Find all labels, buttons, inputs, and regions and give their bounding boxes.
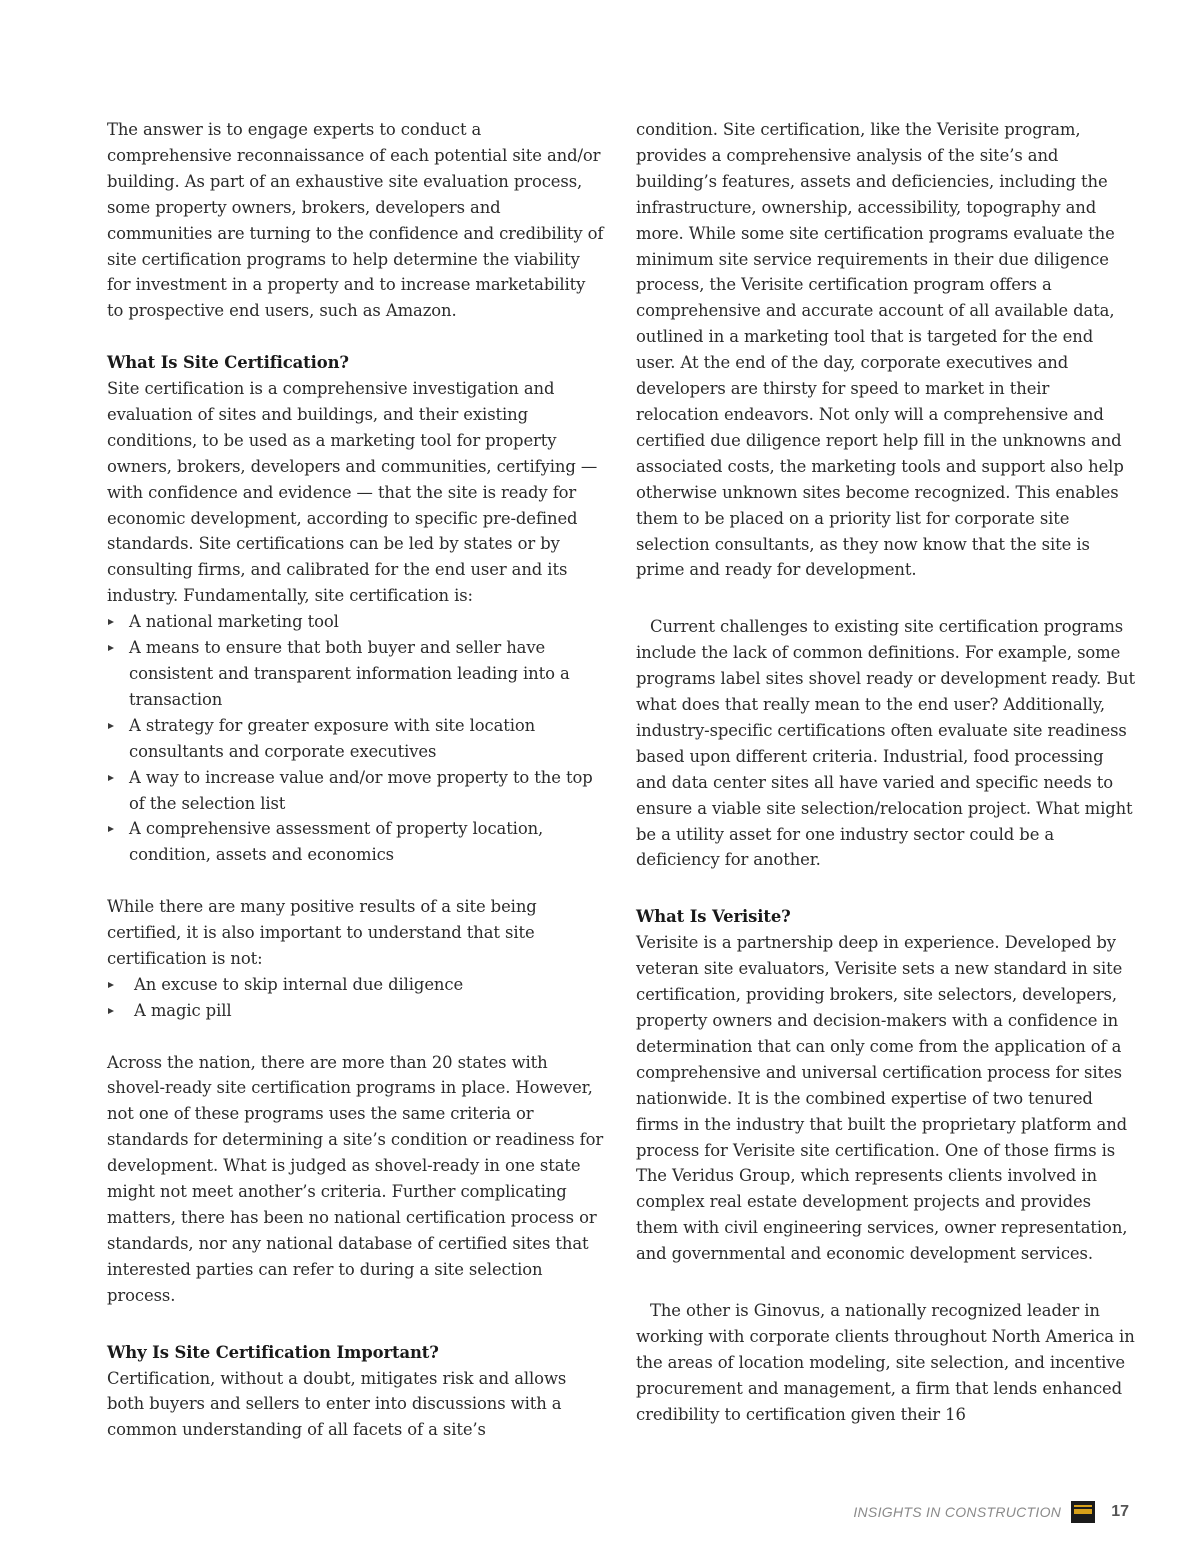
challenges-paragraph: Current challenges to existing site certification programs include the lack of common definitions. For example, some programs label sites shovel ready or development ready. But what does that really mean to the end user? Additionally, industry-specific certifications often evaluate site readiness based upon different criteria. Industrial, food processing and data center sites all have varied and specific needs to ensure a viable site selection/relocation project. What might be a utility asset for one industry sector could be a deficiency for another. — [636, 617, 1136, 870]
heading-what-is-site-certification: What Is Site Certification? — [107, 353, 349, 373]
right-column — [636, 117, 1136, 1428]
certification-is-not-list — [107, 972, 605, 1024]
definition-paragraph: Site certification is a comprehensive investigation and evaluation of sites and buildings, and their existing conditions, to be used as a marketing tool for property owners, brokers, developers and communities, certifying — with confidence and evidence — that the site is ready for economic development, according to specific pre-defined standards. Site certifications can be led by states or by consulting firms, and calibrated for the end user and its industry. Fundamentally, site certification is: — [107, 379, 598, 606]
list-item: An excuse to skip internal due diligence — [107, 972, 605, 998]
publication-title: INSIGHTS IN CONSTRUCTION — [853, 1504, 1062, 1520]
page-number: 17 — [1111, 1503, 1129, 1520]
list-item: A strategy for greater exposure with site location consultants and corporate executives — [107, 713, 605, 765]
list-item: A magic pill — [107, 998, 605, 1024]
ginovus-paragraph: The other is Ginovus, a nationally recognized leader in working with corporate clients throughout North America in the areas of location modeling, site selection, and incentive procurement and management, a firm that lends enhanced credibility to certification given their 16 — [636, 1301, 1135, 1424]
publication-logo-icon — [1071, 1501, 1095, 1523]
page-footer — [853, 1500, 1129, 1524]
list-item: A national marketing tool — [107, 609, 605, 635]
intro-paragraph: The answer is to engage experts to conduct a comprehensive reconnaissance of each potential site and/or building. As part of an exhaustive site evaluation process, some property owners, brokers, developers and communities are turning to the confidence and credibility of site certification programs to help determine the viability for investment in a property and to increase marketability to prospective end users, such as Amazon. — [107, 120, 604, 321]
left-column — [107, 117, 605, 1443]
nation-paragraph: Across the nation, there are more than 20 states with shovel-ready site certification programs in place. However, not one of these programs uses the same criteria or standards for determining a site’s condition or readiness for development. What is judged as shovel-ready in one state might not meet another’s criteria. Further complicating matters, there has been no national certification process or standards, nor any national database of certified sites that interested parties can refer to during a site selection process. — [107, 1052, 604, 1305]
list-item: A way to increase value and/or move property to the top of the selection list — [107, 765, 605, 817]
verisite-paragraph: Verisite is a partnership deep in experience. Developed by veteran site evaluators, Verisite sets a new standard in site certification, providing brokers, site selectors, developers, property owners and decision-makers with a confidence in determination that can only come from the application of a comprehensive and universal certification process for sites nationwide. It is the combined expertise of two tenured firms in the industry that built the proprietary platform and process for Verisite site certification. One of those firms is The Veridus Group, which represents clients involved in complex real estate development projects and provides them with civil engineering services, owner representation, and governmental and economic development services. — [636, 933, 1128, 1264]
list-item: A means to ensure that both buyer and seller have consistent and transparent information leading into a transaction — [107, 635, 605, 713]
importance-paragraph: Certification, without a doubt, mitigates risk and allows both buyers and sellers to enter into discussions with a common understanding of all facets of a site’s — [107, 1368, 567, 1440]
condition-paragraph: condition. Site certification, like the Verisite program, provides a comprehensive analysis of the site’s and building’s features, assets and deficiencies, including the infrastructure, ownership, accessibility, topography and more. While some site certification programs evaluate the minimum site service requirements in their due diligence process, the Verisite certification program offers a comprehensive and accurate account of all available data, outlined in a marketing tool that is targeted for the end user. At the end of the day, corporate executives and developers are thirsty for speed to market in their relocation endeavors. Not only will a comprehensive and certified due diligence report help fill in the unknowns and associated costs, the marketing tools and support also help otherwise unknown sites become recognized. This enables them to be placed on a priority list for corporate site selection consultants, as they now know that the site is prime and ready for development. — [636, 120, 1124, 580]
certification-is-list — [107, 609, 605, 868]
list-item: A comprehensive assessment of property location, condition, assets and economics — [107, 816, 605, 868]
heading-why-important: Why Is Site Certification Important? — [107, 1342, 439, 1362]
heading-what-is-verisite: What Is Verisite? — [636, 907, 791, 927]
not-paragraph: While there are many positive results of a site being certified, it is also important to understand that site certification is not: — [107, 897, 537, 968]
